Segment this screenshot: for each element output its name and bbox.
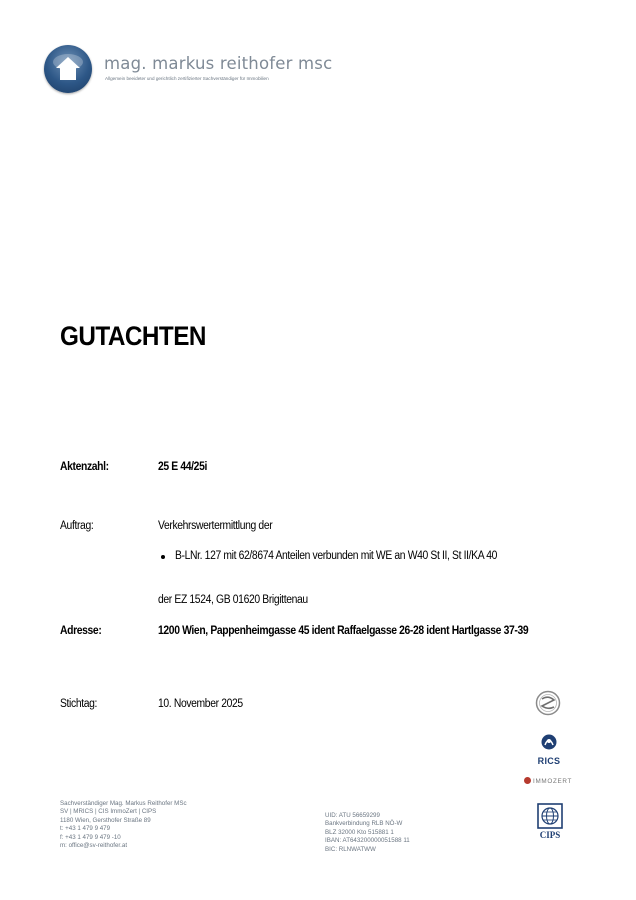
- immozert-label: IMMOZERT: [533, 778, 573, 785]
- stichtag-label: Stichtag:: [60, 698, 98, 710]
- auftrag-value: Verkehrswertermittlung der: [158, 520, 273, 532]
- adresse-value: 1200 Wien, Pappenheimgasse 45 ident Raffaelgasse 26-28 ident Hartlgasse 37-39: [158, 625, 529, 637]
- aktenzahl-value: 25 E 44/25i: [158, 461, 207, 473]
- immozert-badge: [524, 777, 572, 785]
- footer-line: t: +43 1 479 9 479: [60, 825, 111, 833]
- footer-line: BIC: RLNWATWW: [325, 845, 376, 853]
- footer-left: [60, 800, 187, 850]
- brand-name: mag. markus reithofer msc: [104, 54, 333, 73]
- auftrag-extra: der EZ 1524, GB 01620 Brigittenau: [158, 594, 308, 606]
- rics-badge: [531, 733, 567, 766]
- immozert-dot-icon: [524, 777, 531, 784]
- auftrag-label: Auftrag:: [60, 520, 94, 532]
- footer-line: 1180 Wien, Gersthofer Straße 89: [60, 816, 151, 824]
- footer-line: m: office@sv-reithofer.at: [60, 841, 128, 849]
- brand-tagline: Allgemein beeideter und gerichtlich zertifizierter Sachverständiger für Immobilien: [105, 76, 269, 81]
- footer-line: SV | MRICS | CIS ImmoZert | CIPS: [60, 808, 157, 816]
- footer-line: Bankverbindung RLB NÖ-W: [325, 820, 403, 828]
- auftrag-bullet-item: B-LNr. 127 mit 62/8674 Anteilen verbunden mit WE an W40 St II, St II/KA 40: [175, 550, 498, 562]
- document-title: GUTACHTEN: [60, 321, 206, 351]
- bullet-dot-icon: [161, 555, 165, 559]
- stichtag-value: 10. November 2025: [158, 698, 243, 710]
- logo-house-icon: [44, 45, 92, 93]
- aktenzahl-label: Aktenzahl:: [60, 461, 109, 473]
- cips-badge: [535, 803, 565, 841]
- adresse-label: Adresse:: [60, 625, 102, 637]
- rics-label: RICS: [537, 756, 561, 766]
- rics-crest-icon: [538, 733, 560, 751]
- cips-label: CIPS: [539, 830, 561, 840]
- cips-globe-icon: [535, 803, 565, 830]
- sv-seal-icon: [535, 690, 561, 721]
- footer-line: Sachverständiger Mag. Markus Reithofer MSc: [60, 800, 187, 807]
- footer-line: BLZ 32000 Kto 515881 1: [325, 828, 394, 836]
- footer-line: IBAN: AT643200000051588 11: [325, 837, 410, 845]
- footer-line: f: +43 1 479 9 479 -10: [60, 833, 121, 841]
- footer-right: [325, 812, 410, 854]
- footer-line: UID: ATU 56659299: [325, 812, 380, 819]
